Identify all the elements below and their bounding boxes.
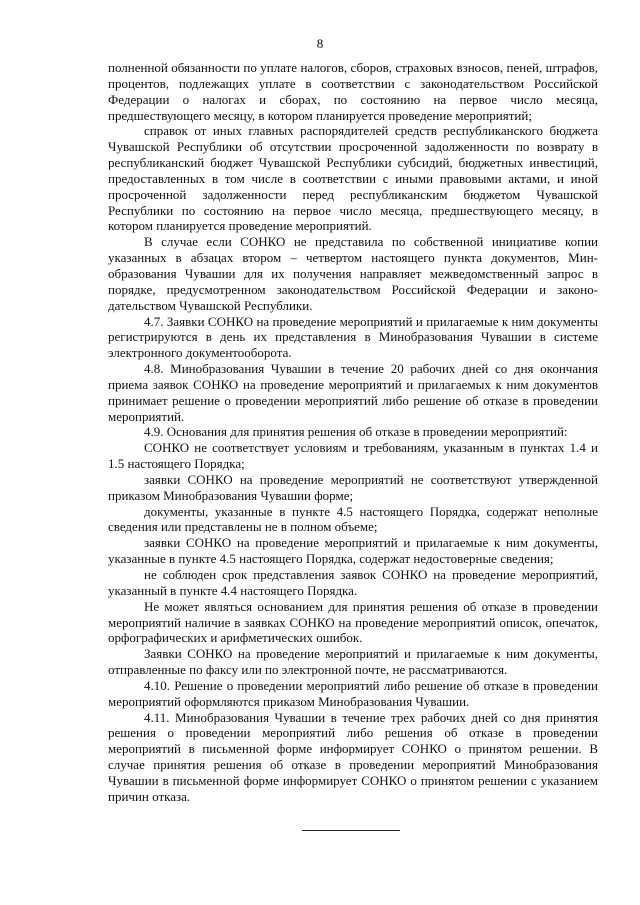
paragraph-clause-4-7: 4.7. Заявки СОНКО на проведение мероприятий и прилагаемые к ним документы регистрируются в день их представления в Минобразования Чувашии в системе электронного документооборота. — [108, 313, 598, 361]
paragraph-clause-4-8: 4.8. Минобразования Чувашии в течение 20 рабочих дней со дня окончания приема заявок СОНКО на проведение мероприятий и прилагаемых к ним документов принимает решение о проведении мероприятий либо решение об отказе в проведении мероприятий. — [108, 361, 598, 424]
paragraph: В случае если СОНКО не представила по собственной инициативе копии указанных в абзацах втором – четвертом настоящего пункта документов, Минобразования Чувашии для их получения направляет межведомственный запрос в порядке, предусмотренном законодательством Российской Федерации и законодательством Чувашской Республики. — [108, 234, 598, 313]
paragraph-clause-4-9: 4.9. Основания для принятия решения об отказе в проведении мероприятий: — [144, 424, 568, 440]
paragraph: справок от иных главных распорядителей средств республиканского бюджета Чувашской Республики об отсутствии просроченной задолженности по возврату в республиканский бюджет Чувашской Республики субсидий, бюджетных инвестиций, предоставленных в том числе в соответствии с иными правовыми актами, и иной просроченной задолженности перед республиканским бюджетом Чувашской Республики по состоянию на первое число месяца, предшествующего месяцу, в котором планируется проведение мероприятий. — [108, 123, 598, 234]
paragraph-clause-4-10: 4.10. Решение о проведении мероприятий либо решение об отказе в проведении мероприятий оформляются приказом Минобразования Чувашии. — [108, 677, 598, 709]
paragraph: Заявки СОНКО на проведение мероприятий и прилагаемые к ним документы, отправленные по факсу или по электронной почте, не рассматриваются. — [108, 646, 598, 678]
page-number: 8 — [316, 36, 324, 51]
list-item: не соблюден срок представления заявок СОНКО на проведение мероприятий, указанный в пункте 4.4 настоящего Порядка. — [108, 567, 598, 598]
paragraph-clause-4-11: 4.11. Минобразования Чувашии в течение трех рабочих дней со дня принятия решения о проведении мероприятий либо решения об отказе в проведении мероприятий в письменной форме информирует СОНКО о принятом решении. В случае принятия решения об отказе в проведении мероприятий Минобразования Чувашии в письменной форме информирует СОНКО о принятом решении с указанием причин отказа. — [108, 709, 598, 804]
paragraph: Не может являться основанием для принятия решения об отказе в проведении мероприятий наличие в заявках СОНКО на проведение мероприятий описок, опечаток, орфографических и арифметических ошибок. — [108, 598, 598, 646]
document-body — [108, 60, 598, 805]
list-item: документы, указанные в пункте 4.5 настоящего Порядка, содержат неполные сведения или представлены не в полном объеме; — [108, 503, 598, 535]
list-item: СОНКО не соответствует условиям и требованиям, указанным в пунктах 1.4 и 1.5 настоящего Порядка; — [108, 440, 598, 472]
list-item: заявки СОНКО на проведение мероприятий не соответствуют утвержденной приказом Минобразования Чувашии форме; — [108, 471, 598, 503]
footer-divider — [302, 830, 400, 831]
paragraph-continuation: полненной обязанности по уплате налогов, сборов, страховых взносов, пеней, штрафов, процентов, подлежащих уплате в соответствии с законодательством Российской Федерации о налогах и сборах, по состоянию на первое число месяца, предшествующего месяцу, в котором планируется проведение мероприятий; — [108, 60, 598, 123]
list-item: заявки СОНКО на проведение мероприятий и прилагаемые к ним документы, указанные в пункте 4.5 настоящего Порядка, содержат недостоверные сведения; — [108, 535, 598, 567]
